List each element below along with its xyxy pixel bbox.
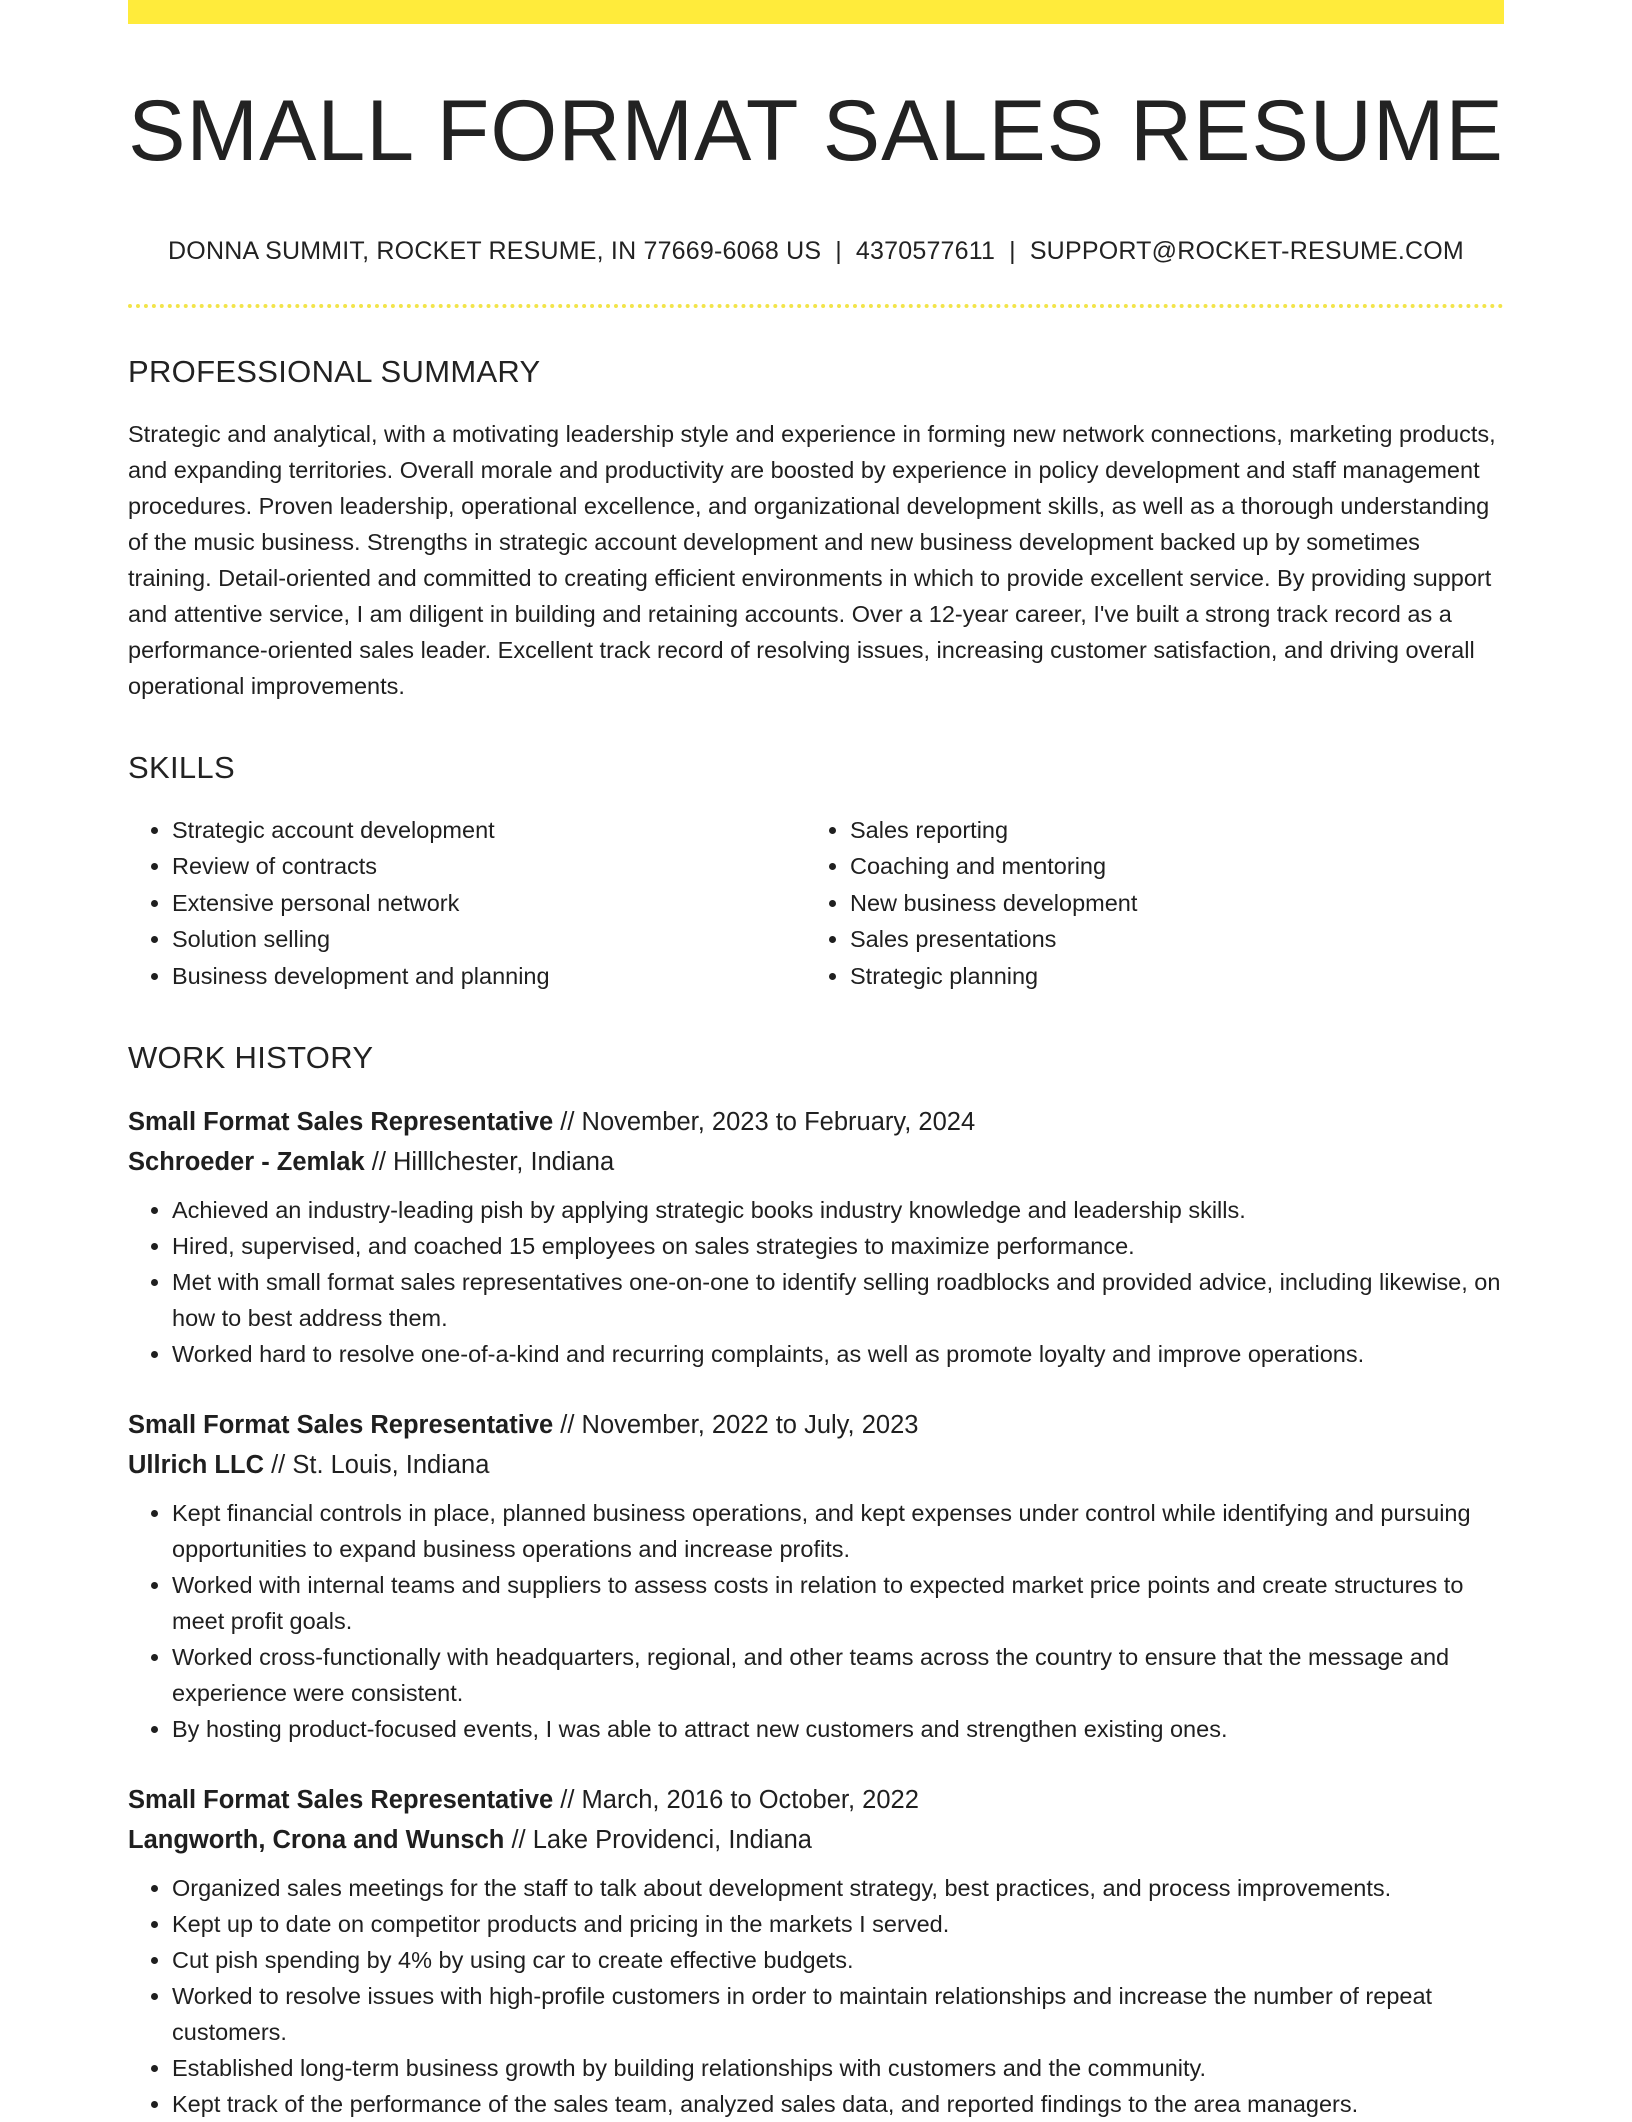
job-company-line <box>128 1445 1504 1485</box>
job-bullet: • Worked with internal teams and suppliers to assess costs in relation to expected market price points and create structures to meet profit goals. <box>172 1567 1504 1639</box>
job-bullet: • Cut pish spending by 4% by using car to create effective budgets. <box>172 1942 1504 1978</box>
skills-section <box>128 750 1504 995</box>
job-entry <box>128 1780 1504 2122</box>
skill-item: • Solution selling <box>172 921 806 958</box>
skills-columns <box>128 812 1504 995</box>
skill-item: • Strategic planning <box>850 958 1484 995</box>
contact-email: SUPPORT@ROCKET-RESUME.COM <box>1029 236 1464 265</box>
job-location: // St. Louis, Indiana <box>264 1451 490 1480</box>
resume-title: SMALL FORMAT SALES RESUME <box>128 83 1504 179</box>
job-title: Small Format Sales Representative <box>128 1786 554 1815</box>
job-bullets <box>128 1870 1504 2122</box>
summary-section <box>128 354 1504 704</box>
contact-line <box>128 237 1504 266</box>
summary-heading: PROFESSIONAL SUMMARY <box>128 353 541 389</box>
skill-item: • Sales presentations <box>850 921 1484 958</box>
contact-separator: | <box>1009 236 1016 265</box>
skill-item: • Business development and planning <box>172 958 806 995</box>
skills-list-left <box>128 812 806 995</box>
job-bullet: • Established long-term business growth by building relationships with customers and the community. <box>172 2050 1504 2086</box>
job-company-line <box>128 1142 1504 1182</box>
job-dates: // March, 2016 to October, 2022 <box>553 1786 919 1815</box>
job-bullet: • Kept up to date on competitor products and pricing in the markets I served. <box>172 1906 1504 1942</box>
job-title: Small Format Sales Representative <box>128 1411 554 1440</box>
job-bullet: • Achieved an industry-leading pish by applying strategic books industry knowledge and leadership skills. <box>172 1192 1504 1228</box>
job-company: Langworth, Crona and Wunsch <box>128 1826 505 1855</box>
job-title: Small Format Sales Representative <box>128 1108 554 1137</box>
skill-item: • Coaching and mentoring <box>850 848 1484 885</box>
job-bullet: • Worked hard to resolve one-of-a-kind and recurring complaints, as well as promote loyalty and improve operations. <box>172 1336 1504 1372</box>
skill-item: • Sales reporting <box>850 812 1484 849</box>
skills-heading: SKILLS <box>128 749 235 785</box>
job-company: Ullrich LLC <box>128 1451 265 1480</box>
dotted-divider <box>128 304 1504 308</box>
job-bullet: • Organized sales meetings for the staff to talk about development strategy, best practices, and process improvements. <box>172 1870 1504 1906</box>
job-location: // Hilllchester, Indiana <box>364 1148 615 1177</box>
job-location: // Lake Providenci, Indiana <box>504 1826 812 1855</box>
job-dates: // November, 2022 to July, 2023 <box>553 1411 919 1440</box>
job-bullet: • Kept financial controls in place, planned business operations, and kept expenses under control while identifying and pursuing opportunities to expand business operations and increase profits. <box>172 1495 1504 1567</box>
job-bullets <box>128 1495 1504 1747</box>
work-history-heading: WORK HISTORY <box>128 1040 374 1076</box>
job-bullet: • By hosting product-focused events, I was able to attract new customers and strengthen existing ones. <box>172 1711 1504 1747</box>
resume-page <box>128 0 1504 2122</box>
job-bullets <box>128 1192 1504 1372</box>
job-bullet: • Kept track of the performance of the sales team, analyzed sales data, and reported findings to the area managers. <box>172 2086 1504 2122</box>
job-title-line <box>128 1405 1504 1445</box>
job-entry <box>128 1102 1504 1372</box>
skill-item: • Strategic account development <box>172 812 806 849</box>
job-title-line <box>128 1780 1504 1820</box>
skill-item: • Extensive personal network <box>172 885 806 922</box>
skill-item: • New business development <box>850 885 1484 922</box>
summary-text: Strategic and analytical, with a motivating leadership style and experience in forming new network connections, marketing products, and expanding territories. Overall morale and productivity are boosted by experience in policy development and staff management procedures. Proven leadership, operational excellence, and organizational development skills, as well as a thorough understanding of the music business. Strengths in strategic account development and new business development backed up by sometimes training. Detail-oriented and committed to creating efficient environments in which to provide excellent service. By providing support and attentive service, I am diligent in building and retaining accounts. Over a 12-year career, I've built a strong track record as a performance-oriented sales leader. Excellent track record of resolving issues, increasing customer satisfaction, and driving overall operational improvements. <box>128 420 1496 699</box>
top-accent-bar <box>128 0 1504 24</box>
job-bullet: • Hired, supervised, and coached 15 employees on sales strategies to maximize performance. <box>172 1228 1504 1264</box>
job-dates: // November, 2023 to February, 2024 <box>553 1108 976 1137</box>
contact-address: DONNA SUMMIT, ROCKET RESUME, IN 77669-6068 US <box>168 236 822 265</box>
job-bullet: • Worked cross-functionally with headquarters, regional, and other teams across the country to ensure that the message and experience were consistent. <box>172 1639 1504 1711</box>
contact-separator: | <box>835 236 842 265</box>
job-company-line <box>128 1820 1504 1860</box>
skills-list-right <box>806 812 1484 995</box>
contact-phone: 4370577611 <box>855 236 996 265</box>
work-history-section <box>128 1040 1504 2122</box>
skill-item: • Review of contracts <box>172 848 806 885</box>
job-bullet: • Met with small format sales representatives one-on-one to identify selling roadblocks and provided advice, including likewise, on how to best address them. <box>172 1264 1504 1336</box>
job-bullet: • Worked to resolve issues with high-profile customers in order to maintain relationships and increase the number of repeat customers. <box>172 1978 1504 2050</box>
job-title-line <box>128 1102 1504 1142</box>
job-company: Schroeder - Zemlak <box>128 1148 365 1177</box>
job-entry <box>128 1405 1504 1747</box>
